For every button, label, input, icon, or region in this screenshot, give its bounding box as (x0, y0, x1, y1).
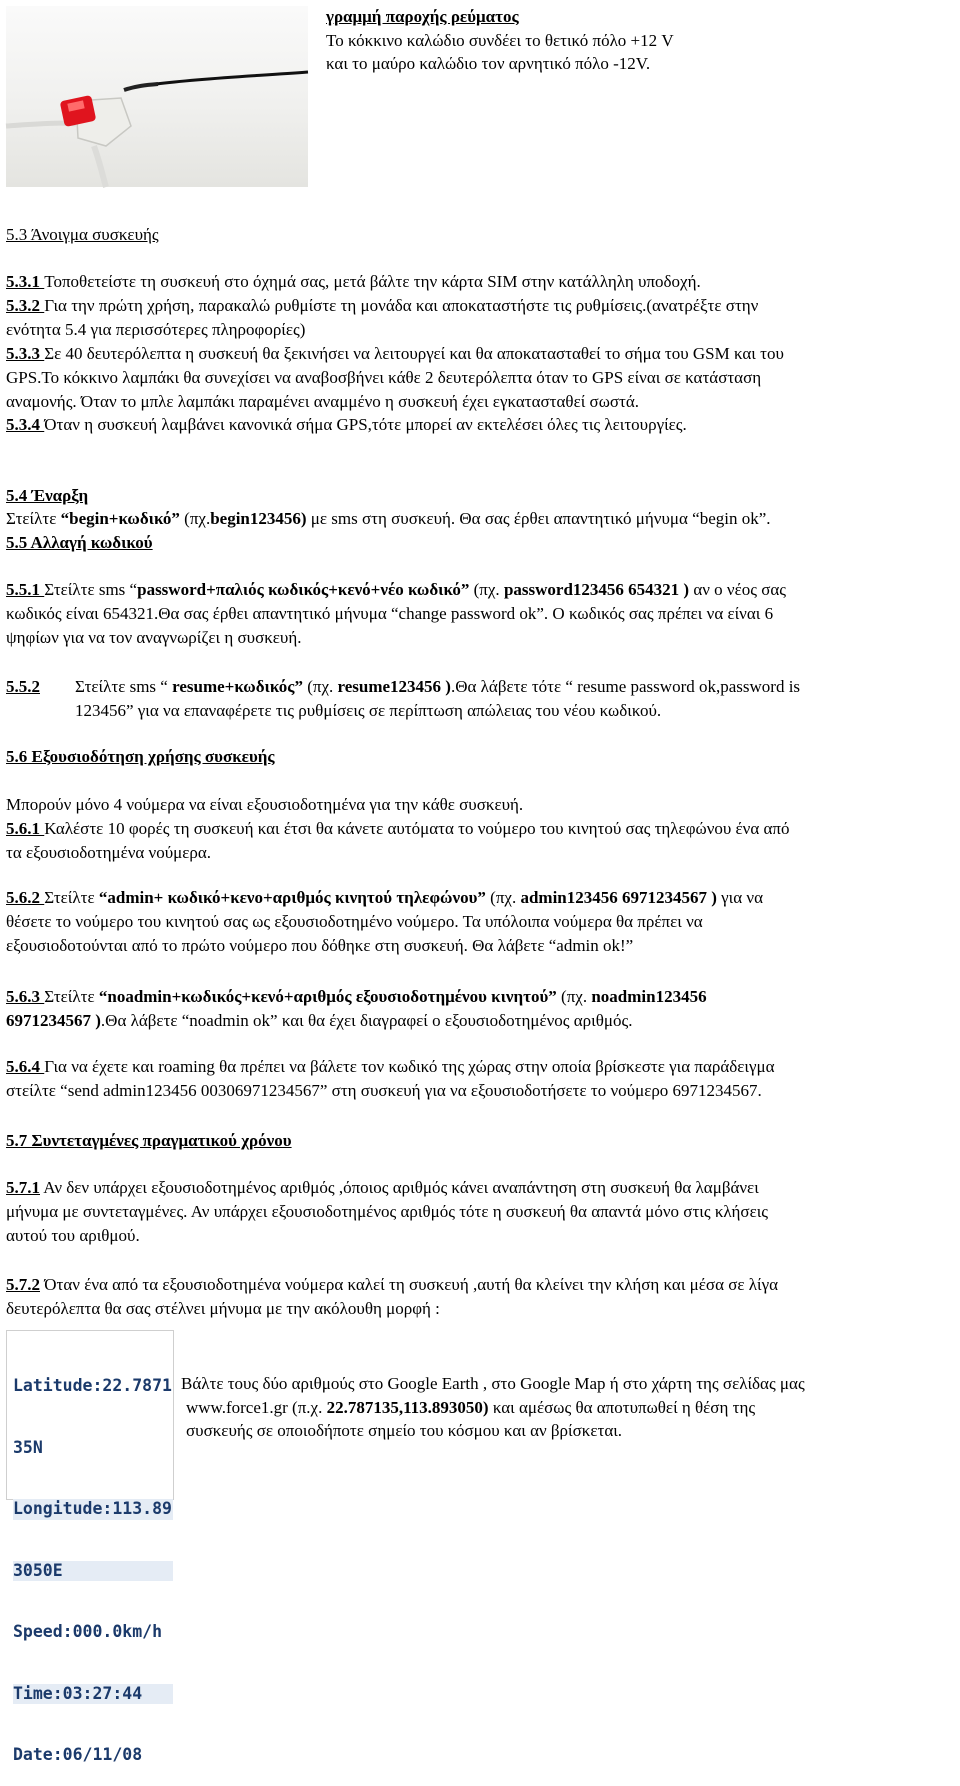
power-line-note (326, 5, 946, 76)
item-5-6-1 (6, 817, 790, 841)
example-password: password123456 654321 ) (503, 580, 690, 599)
section-5-7-heading: 5.7 Συντεταγμένες πραγματικού χρόνου (6, 1131, 292, 1150)
item-number: 5.6.4 (6, 1057, 45, 1076)
item-5-7-1-cont-2: αυτού του αριθμού. (6, 1226, 140, 1245)
item-number: 5.3.1 (6, 272, 45, 291)
gps-latitude: Latitude:22.7871 (13, 1376, 172, 1395)
example-resume: resume123456 ) (337, 677, 451, 696)
power-line-text-1: Το κόκκινο καλώδιο συνδέει το θετικό πόλο +12 V (326, 30, 674, 50)
power-line-title: γραμμή παροχής ρεύματος (326, 7, 519, 26)
section-5-6-intro: Μπορούν μόνο 4 νούμερα να είναι εξουσιοδοτημένα για την κάθε συσκευή. (6, 795, 524, 814)
item-5-6-2-cont-2: εξουσιοδοτούνται από το πρώτο νούμερο που δόθηκε στη συσκευή. Θα λάβετε “admin ok!” (6, 936, 634, 955)
command-begin: “begin+κωδικό” (60, 509, 180, 528)
section-5-6-heading: 5.6 Εξουσιοδότηση χρήσης συσκευής (6, 747, 275, 766)
text-run: Στείλτε sms “ (75, 677, 173, 696)
item-text: Αν δεν υπάρχει εξουσιοδοτημένος αριθμός ,όποιος αριθμός κάνει αναπάντηση στη συσκευή θα λαμβάνει (40, 1178, 759, 1197)
item-number: 5.3.2 (6, 296, 45, 315)
item-5-3-3 (6, 342, 784, 366)
example-noadmin-number: 6971234567 ) (6, 1011, 101, 1030)
power-line-text-2: και το μαύρο καλώδιο τον αρνητικό πόλο -12V. (326, 54, 651, 73)
item-5-7-2-cont: δευτερόλεπτα θα σας στέλνει μήνυμα με την ακόλουθη μορφή : (6, 1299, 440, 1318)
text-run: (πχ. (302, 677, 338, 696)
text-run: (πχ. (556, 987, 592, 1006)
item-5-6-4-cont: στείλτε “send admin123456 00306971234567” στη συσκευή για να εξουσιοδοτήσετε το νούμερο 6971234567. (6, 1081, 762, 1100)
gps-time: Time:03:27:44 (13, 1684, 173, 1705)
final-note (181, 1372, 951, 1443)
item-5-5-2 (75, 675, 800, 699)
item-5-5-1-cont-1: κωδικός είναι 654321.Θα σας έρθει απαντητικό μήνυμα “change password ok”. Ο κωδικός σας πρέπει να είναι 6 (6, 604, 774, 623)
section-5-4-heading: 5.4 Έναρξη (6, 486, 89, 505)
text-run: Στείλτε (44, 888, 99, 907)
item-5-7-2 (6, 1273, 778, 1297)
text-run: Στείλτε sms “ (44, 580, 138, 599)
item-5-6-4 (6, 1055, 775, 1079)
section-5-4-text (6, 507, 771, 531)
item-5-5-2-cont: 123456” για να επαναφέρετε τις ρυθμίσεις σε περίπτωση απώλειας του νέου κωδικού. (75, 701, 662, 720)
item-number: 5.6.3 (6, 987, 45, 1006)
item-number: 5.6.2 (6, 888, 45, 907)
text-run: με sms στη συσκευή. Θα σας έρθει απαντητικό μήνυμα “begin ok”. (306, 509, 771, 528)
item-5-6-3-cont (6, 1009, 632, 1033)
item-5-5-2-number: 5.5.2 (6, 677, 40, 696)
section-5-3-heading: 5.3 Άνοιγμα συσκευής (6, 225, 159, 244)
item-number: 5.7.1 (6, 1178, 40, 1197)
item-text: Όταν ένα από τα εξουσιοδοτημένα νούμερα καλεί τη συσκευή ,αυτή θα κλείνει την κλήση και μέσα σε λίγα (40, 1275, 779, 1294)
item-5-6-1-cont: τα εξουσιοδοτημένα νούμερα. (6, 843, 212, 862)
text-run: και αμέσως θα αποτυπωθεί η θέση της (488, 1397, 756, 1417)
item-5-3-3-cont-2: αναμονής. Όταν το μπλε λαμπάκι παραμένει αναμμένο η συσκευή έχει εγκατασταθεί σωστά. (6, 392, 640, 411)
item-5-3-2 (6, 294, 758, 318)
item-5-3-1 (6, 270, 701, 294)
section-5-5-heading: 5.5 Αλλαγή κωδικού (6, 533, 153, 552)
text-run: (πχ. (469, 580, 504, 599)
item-5-6-2 (6, 886, 763, 910)
power-cable-photo (6, 6, 308, 187)
item-number: 5.3.4 (6, 415, 45, 434)
item-5-5-1-cont-2: ψηφίων για να τον αναγνωρίζει η συσκευή. (6, 628, 302, 647)
gps-latitude-cont: 35N (13, 1437, 43, 1457)
text-run: (πχ. (179, 509, 211, 528)
item-number: 5.7.2 (6, 1275, 40, 1294)
item-text: Καλέστε 10 φορές τη συσκευή και έτσι θα κάνετε αυτόματα το νούμερο του κινητού σας τηλεφώνου ένα από (44, 819, 790, 838)
gps-sms-screenshot (6, 1330, 174, 1764)
text-run: .Θα λάβετε τότε “ resume password ok,password is (450, 677, 801, 696)
gps-speed: Speed:000.0km/h (13, 1622, 163, 1641)
gps-longitude: Longitude:113.89 (13, 1499, 172, 1518)
item-text: Για να έχετε και roaming θα πρέπει να βάλετε τον κωδικό της χώρας στην οποία βρίσκεστε για παράδειγμα (44, 1057, 775, 1076)
text-run: (πχ. (485, 888, 521, 907)
text-run: .Θα λάβετε “noadmin ok” και θα έχει διαγραφεί ο εξουσιοδοτημένος αριθμός. (100, 1011, 633, 1030)
text-run: Στείλτε (6, 509, 61, 528)
gps-longitude-cont: 3050E (13, 1561, 173, 1582)
command-noadmin: “noadmin+κωδικός+κενό+αριθμός εξουσιοδοτημένου κινητού” (98, 987, 557, 1006)
item-text: Για την πρώτη χρήση, παρακαλώ ρυθμίστε τη μονάδα και αποκαταστήστε τις ρυθμίσεις.(ανατρέξτε στην (44, 296, 759, 315)
example-coordinates: 22.787135,113.893050) (326, 1397, 489, 1417)
text-run: για να (716, 888, 764, 907)
item-5-6-3 (6, 985, 707, 1009)
item-text: Όταν η συσκευή λαμβάνει κανονικά σήμα GPS,τότε μπορεί αν εκτελέσει όλες τις λειτουργίες. (44, 415, 687, 434)
command-admin: “admin+ κωδικό+κενο+αριθμός κινητού τηλεφώνου” (98, 888, 486, 907)
item-5-7-1 (6, 1176, 759, 1200)
fuse-wire-illustration (6, 6, 308, 187)
item-5-3-4 (6, 413, 687, 437)
gps-date: Date:06/11/08 (13, 1745, 143, 1764)
item-5-5-1 (6, 578, 786, 602)
text-run: Στείλτε (44, 987, 99, 1006)
final-note-line-3: συσκευής σε οποιοδήποτε σημείο του κόσμου και αν βρίσκεται. (186, 1421, 623, 1440)
item-5-6-2-cont-1: θέσετε το νούμερο του κινητού σας ως εξουσιοδοτημένο νούμερο. Τα υπόλοιπα νούμερα θα πρέπει να (6, 912, 703, 931)
command-resume: resume+κωδικός” (172, 677, 303, 696)
item-text: Τοποθετείστε τη συσκευή στο όχημά σας, μετά βάλτε την κάρτα SIM στην κατάλληλη υποδοχή. (44, 272, 701, 291)
text-run: www.force1.gr (π.χ. (186, 1397, 327, 1417)
example-noadmin: noadmin123456 (591, 987, 707, 1006)
item-5-3-3-cont-1: GPS.Το κόκκινο λαμπάκι θα συνεχίσει να αναβοσβήνει κάθε 2 δευτερόλεπτα όταν το GPS είναι σε κατάσταση (6, 368, 762, 387)
example-admin: admin123456 6971234567 ) (520, 888, 717, 907)
item-number: 5.3.3 (6, 344, 45, 363)
item-5-7-1-cont-1: μήνυμα με συντεταγμένες. Αν υπάρχει εξουσιοδοτημένος αριθμός τότε η συσκευή θα απαντά μόνο στις κλήσεις (6, 1202, 769, 1221)
item-number: 5.6.1 (6, 819, 45, 838)
command-password: password+παλιός κωδικός+κενό+νέο κωδικό” (137, 580, 470, 599)
example-begin: begin123456) (210, 509, 307, 528)
final-note-line-2 (181, 1396, 951, 1420)
item-text: Σε 40 δευτερόλεπτα η συσκευή θα ξεκινήσει να λειτουργεί και θα αποκατασταθεί το σήμα του GSM και του (44, 344, 784, 363)
item-5-3-2-cont: ενότητα 5.4 για περισσότερες πληροφορίες) (6, 320, 306, 339)
text-run: αν ο νέος σας (689, 580, 787, 599)
final-note-line-1: Βάλτε τους δύο αριθμούς στο Google Earth , στο Google Map ή στο χάρτη της σελίδας μας (181, 1374, 805, 1393)
item-number: 5.5.1 (6, 580, 45, 599)
